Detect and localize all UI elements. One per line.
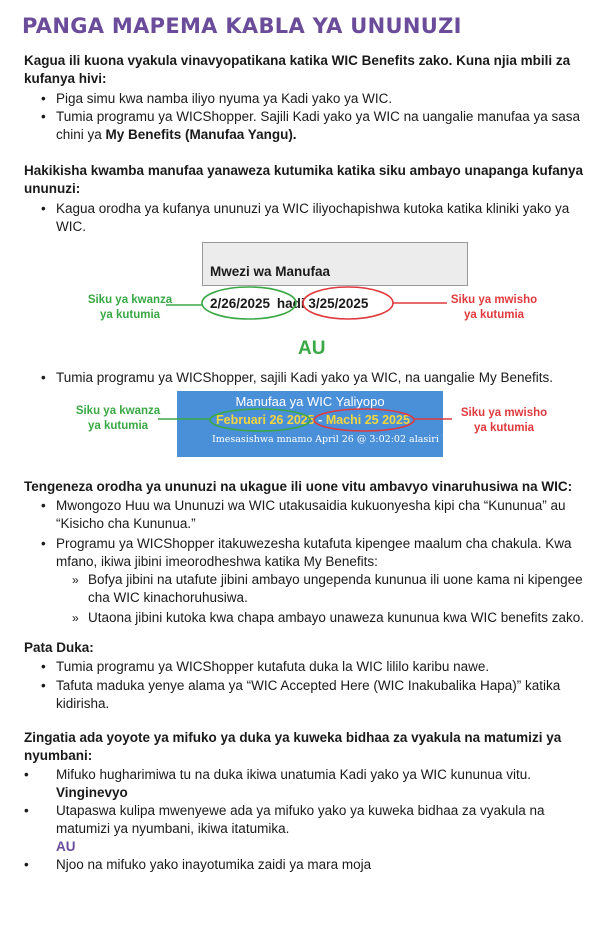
section-3-bullet-2: Programu ya WICShopper itakuwezesha kutafuta kipengee maalum cha chakula. Kwa mfano, ikiwa jibini imeorodheshwa katika My Benefits: bbox=[56, 536, 572, 569]
section-2-heading: Hakikisha kwamba manufaa yanaweza kutumika katika siku ambayo unapanga kufanya ununuzi: bbox=[24, 163, 583, 196]
section-1-bullet-2-text: Tumia programu ya WICShopper. Sajili Kadi yako ya WIC na uangalie manufaa ya sasa chini ya bbox=[56, 109, 581, 142]
otherwise-label: Vinginevyo bbox=[56, 785, 128, 800]
bullet-icon: • bbox=[41, 536, 46, 551]
double-chevron-icon: » bbox=[72, 611, 79, 625]
bullet-icon: • bbox=[41, 109, 46, 124]
first-day-label-line-1: Siku ya kwanza bbox=[87, 294, 173, 306]
list-item bbox=[24, 766, 576, 784]
page-title: PANGA MAPEMA KABLA YA UNUNUZI bbox=[22, 14, 462, 38]
date-separator: - bbox=[318, 413, 323, 427]
bullet-icon: • bbox=[41, 498, 46, 513]
list-item bbox=[56, 784, 576, 802]
section-4-heading: Pata Duka: bbox=[24, 640, 94, 655]
section-5-bullet-2: Utapaswa kulipa mwenyewe ada ya mifuko yako ya kuweka bidhaa za vyakula na matumizi ya nyumbani, ikiwa itatumika. bbox=[56, 803, 545, 836]
refresh-icon[interactable]: ↻ bbox=[441, 432, 452, 445]
bullet-icon: • bbox=[24, 803, 29, 818]
list-item bbox=[24, 802, 576, 838]
hadi-text: hadi bbox=[276, 296, 305, 311]
bullet-icon: • bbox=[41, 201, 46, 216]
or-divider: AU bbox=[298, 338, 326, 359]
section-3-heading: Tengeneza orodha ya ununuzi na ukague ili uone vitu ambavyo vinaruhusiwa na WIC: bbox=[24, 479, 573, 494]
list-item bbox=[56, 838, 576, 856]
section-1-heading: Kagua ili kuona vyakula vinavyopatikana katika WIC Benefits zako. Kuna njia mbili za kufanya hivi: bbox=[24, 53, 571, 86]
refreshed-timestamp: Imesasishwa mnamo April 26 @ 3:02:02 alasiri bbox=[212, 434, 439, 445]
list-item bbox=[41, 497, 586, 533]
app-start-date: Februari 26 2025 bbox=[216, 413, 315, 427]
list-item bbox=[41, 658, 586, 676]
list-item bbox=[41, 535, 586, 571]
double-chevron-icon: » bbox=[72, 573, 79, 587]
section-2-bullet-2: Tumia programu ya WICShopper, sajili Kadi yako ya WIC, na uangalie My Benefits. bbox=[56, 370, 553, 385]
or-label: AU bbox=[56, 839, 76, 854]
start-date-circle bbox=[202, 287, 296, 319]
section-5-bullet-3: Njoo na mifuko yako inayotumika zaidi ya mara moja bbox=[56, 857, 372, 872]
section-4-bullet-2: Tafuta maduka yenye alama ya “WIC Accepted Here (WIC Inakubalika Hapa)” katika kidirisha. bbox=[56, 678, 561, 711]
bullet-icon: • bbox=[24, 857, 29, 872]
app-benefits-title: Manufaa ya WIC Yaliyopo bbox=[235, 394, 385, 409]
bullet-icon: • bbox=[41, 91, 46, 106]
benefit-month-title: Mwezi wa Manufaa bbox=[210, 264, 331, 279]
section-5-bullet-1: Mifuko hugharimiwa tu na duka ikiwa unatumia Kadi yako ya WIC kununua vitu. bbox=[56, 767, 531, 782]
app-end-date-circle bbox=[314, 409, 414, 431]
app-first-day-label-line-1: Siku ya kwanza bbox=[75, 405, 161, 417]
bullet-icon: • bbox=[41, 678, 46, 693]
section-3-sub-1: Bofya jibini na utafute jibini ambayo ungependa kununua ili uone kama ni kipengee cha WIC kinachoruhusiwa. bbox=[88, 572, 583, 605]
section-3-bullet-1: Mwongozo Huu wa Ununuzi wa WIC utakusaidia kukuonyesha kipi cha “Kununua” au “Kisicho cha Kununua.” bbox=[56, 498, 566, 531]
app-first-day-label-line-2: ya kutumia bbox=[87, 420, 149, 432]
last-day-label-line-1: Siku ya mwisho bbox=[450, 294, 538, 306]
app-last-day-label-line-1: Siku ya mwisho bbox=[460, 407, 548, 419]
bullet-icon: • bbox=[24, 767, 29, 782]
end-date: 3/25/2025 bbox=[308, 296, 369, 311]
section-3-sub-2: Utaona jibini kutoka kwa chapa ambayo unaweza kununua kwa WIC benefits zako. bbox=[88, 610, 585, 625]
list-item bbox=[41, 677, 586, 713]
bullet-icon: • bbox=[41, 659, 46, 674]
section-1-bullet-1: Piga simu kwa namba iliyo nyuma ya Kadi yako ya WIC. bbox=[56, 91, 393, 106]
app-last-day-label-line-2: ya kutumia bbox=[473, 422, 535, 434]
last-day-label-line-2: ya kutumia bbox=[463, 309, 525, 321]
list-item bbox=[72, 571, 598, 607]
bullet-icon: • bbox=[41, 370, 46, 385]
list-item bbox=[72, 609, 598, 627]
app-end-date: Machi 25 2025 bbox=[325, 413, 410, 427]
start-date: 2/26/2025 bbox=[210, 296, 271, 311]
section-4-bullet-1: Tumia programu ya WICShopper kutafuta duka la WIC lililo karibu nawe. bbox=[56, 659, 490, 674]
first-day-label-line-2: ya kutumia bbox=[99, 309, 161, 321]
my-benefits-label: My Benefits (Manufaa Yangu). bbox=[105, 127, 297, 142]
section-2-bullet-1: Kagua orodha ya kufanya ununuzi ya WIC iliyochapishwa kutoka katika kliniki yako ya WIC. bbox=[56, 201, 570, 234]
app-start-date-circle bbox=[210, 409, 310, 431]
list-item bbox=[24, 856, 576, 874]
end-date-circle bbox=[303, 287, 393, 319]
section-5-heading: Zingatia ada yoyote ya mifuko ya duka ya kuweka bidhaa za vyakula na matumizi ya nyumbani: bbox=[24, 730, 562, 763]
